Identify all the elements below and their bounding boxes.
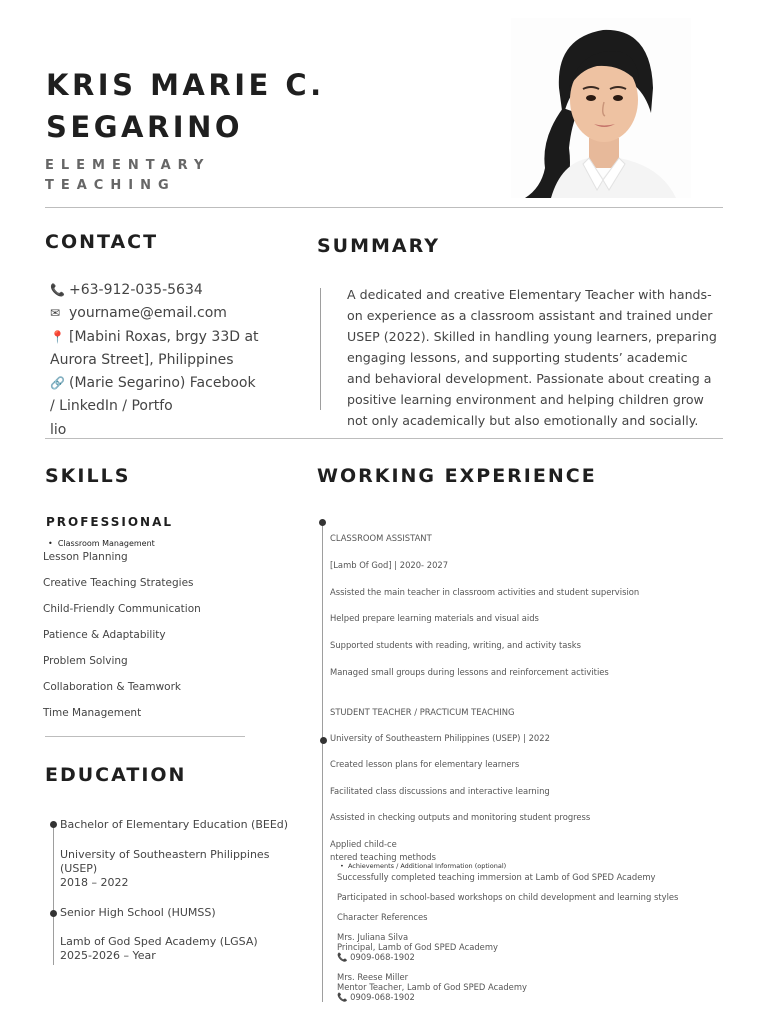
education-title: EDUCATION — [45, 764, 187, 786]
summary-line: engaging lessons, and supporting students’ academic — [347, 350, 688, 365]
job1-title: CLASSROOM ASSISTANT — [330, 533, 432, 543]
profile-photo-illustration — [511, 18, 691, 198]
contact-title: CONTACT — [45, 231, 159, 253]
shs: Senior High School (HUMSS) — [60, 906, 216, 919]
job2-duty: Created lesson plans for elementary learners — [330, 759, 520, 769]
phone-value: +63-912-035-5634 — [69, 282, 203, 298]
job1-org: [Lamb Of God] | 2020- 2027 — [330, 560, 449, 570]
achievement: Successfully completed teaching immersion at Lamb of God SPED Academy — [337, 872, 656, 882]
summary-line: and behavioral development. Passionate about creating a — [347, 371, 712, 386]
university-line-1: University of Southeastern Philippines — [60, 848, 270, 861]
email-value: yourname@email.com — [69, 305, 227, 321]
summary-line: not only academically but also emotionally and socially. — [347, 413, 699, 428]
university-line-2: (USEP) — [60, 862, 98, 875]
phone-icon: 📞 — [337, 952, 348, 962]
achievements-label: Achievements / Additional Information (optional) — [347, 862, 507, 870]
role-line-2: TEACHING — [45, 178, 176, 193]
experience-dot — [319, 519, 326, 526]
phone-icon: 📞 — [337, 992, 348, 1002]
summary-line: A dedicated and creative Elementary Teacher with hands- — [347, 287, 712, 302]
summary-text — [347, 284, 725, 431]
ref2-phone — [337, 992, 415, 1003]
skill-item: Child-Friendly Communication — [43, 603, 201, 615]
contact-phone — [50, 282, 203, 298]
ref1-role: Principal, Lamb of God SPED Academy — [337, 942, 498, 952]
profile-photo — [511, 18, 691, 198]
job2-duty: Assisted in checking outputs and monitoring student progress — [330, 812, 591, 822]
skill-item: Creative Teaching Strategies — [43, 577, 194, 589]
experience-dot — [320, 737, 327, 744]
section-divider — [45, 438, 723, 439]
address-line-1: [Mabini Roxas, brgy 33D at — [69, 329, 259, 345]
job2-extra-line-1: Applied child-ce — [330, 839, 397, 849]
summary-title: SUMMARY — [317, 235, 440, 257]
job1-duty: Supported students with reading, writing, and activity tasks — [330, 640, 581, 650]
experience-timeline — [322, 522, 323, 1002]
summary-line: USEP (2022). Skilled in handling young learners, preparing — [347, 329, 717, 344]
education-dot — [50, 821, 57, 828]
contact-links — [50, 375, 256, 391]
summary-line: positive learning environment and helping children grow — [347, 392, 704, 407]
shs-years: 2025-2026 – Year — [60, 949, 156, 962]
links-line-1[interactable]: (Marie Segarino) Facebook — [69, 375, 256, 391]
skill-item: Patience & Adaptability — [43, 629, 166, 641]
name-line-1: KRIS MARIE C. — [46, 68, 325, 102]
address-line-2: Aurora Street], Philippines — [50, 352, 234, 368]
references-title: Character References — [337, 912, 428, 922]
achievements-bullet: • Achievements / Additional Information (optional) — [340, 862, 507, 870]
role-line-1: ELEMENTARY — [45, 158, 211, 173]
skills-subtitle: PROFESSIONAL — [46, 515, 174, 529]
degree: Bachelor of Elementary Education (BEEd) — [60, 818, 289, 831]
achievement: Participated in school-based workshops on child development and learning styles — [337, 892, 679, 902]
job2-duty: Facilitated class discussions and interactive learning — [330, 786, 550, 796]
link-icon: 🔗 — [50, 376, 65, 390]
links-line-3[interactable]: lio — [50, 422, 67, 438]
mail-icon: ✉ — [50, 306, 61, 320]
skill-bullet-label: Classroom Management — [57, 539, 155, 548]
header-divider — [45, 207, 723, 208]
job2-title: STUDENT TEACHER / PRACTICUM TEACHING — [330, 707, 515, 717]
experience-title: WORKING EXPERIENCE — [317, 465, 597, 487]
ref1-phone — [337, 952, 415, 963]
links-line-2[interactable]: / LinkedIn / Portfo — [50, 398, 173, 414]
phone-icon: 📞 — [50, 283, 65, 297]
job2-org: University of Southeastern Philippines (USEP) | 2022 — [330, 733, 550, 743]
ref2-phone-value: 0909-068-1902 — [350, 992, 415, 1002]
job1-duty: Assisted the main teacher in classroom activities and student supervision — [330, 587, 640, 597]
skill-item: Time Management — [43, 707, 142, 719]
job1-duty: Managed small groups during lessons and reinforcement activities — [330, 667, 609, 677]
name-line-2: SEGARINO — [46, 110, 243, 144]
education-dot — [50, 910, 57, 917]
university-years: 2018 – 2022 — [60, 876, 129, 889]
ref1-name: Mrs. Juliana Silva — [337, 932, 409, 942]
shs-school: Lamb of God Sped Academy (LGSA) — [60, 935, 258, 948]
skill-bullet: • Classroom Management — [48, 539, 155, 548]
skill-item: Problem Solving — [43, 655, 128, 667]
job2-extra-line-2: ntered teaching methods — [330, 852, 436, 862]
education-timeline — [53, 822, 54, 965]
ref2-name: Mrs. Reese Miller — [337, 972, 409, 982]
ref2-role: Mentor Teacher, Lamb of God SPED Academy — [337, 982, 527, 992]
ref1-phone-value: 0909-068-1902 — [350, 952, 415, 962]
job1-duty: Helped prepare learning materials and visual aids — [330, 613, 539, 623]
skills-title: SKILLS — [45, 465, 131, 487]
skills-divider — [45, 736, 245, 737]
summary-bar — [320, 288, 321, 410]
contact-address — [50, 329, 259, 345]
skill-item: Collaboration & Teamwork — [43, 681, 182, 693]
skill-item: Lesson Planning — [43, 551, 128, 563]
location-pin-icon: 📍 — [50, 330, 65, 344]
summary-line: on experience as a classroom assistant and trained under — [347, 308, 713, 323]
contact-email — [50, 305, 227, 321]
